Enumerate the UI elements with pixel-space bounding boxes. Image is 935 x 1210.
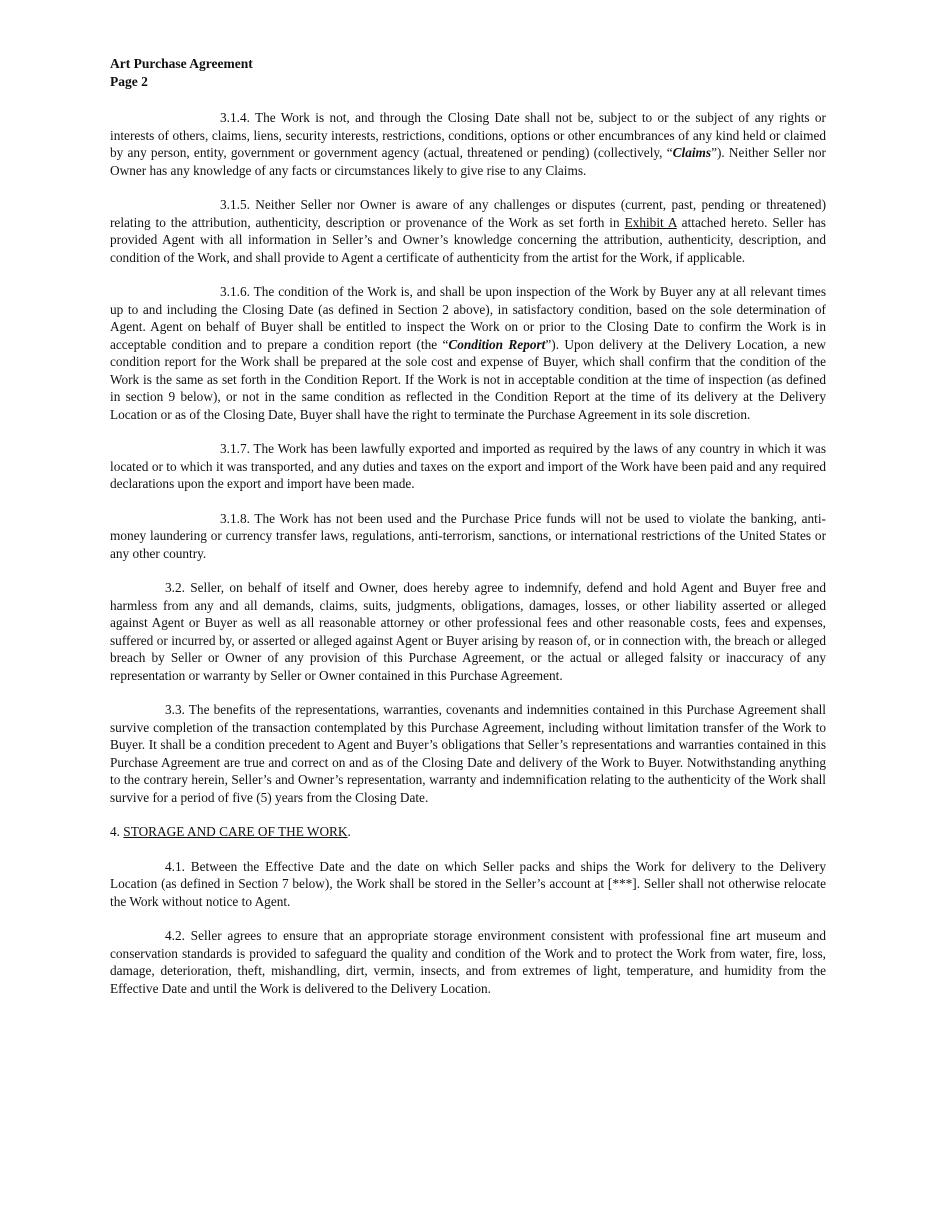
- clause-3-1-5: [110, 196, 826, 266]
- clause-3-1-4-text-a: 3.1.4. The Work is not, and through the Closing Date shall not be, subject to or the subject of any rights or interests of others, claims, liens, security interests, restrictions, conditions, options or other encumbrances of any kind held or claimed by any person, entity, government or government agency (actual, threatened or pending) (collectively, “: [110, 110, 826, 160]
- clause-3-1-5-text-a: 3.1.5. Neither Seller nor Owner is aware of any challenges or disputes (current, past, pending or threatened) relating to the attribution, authenticity, description or provenance of the Work as set forth in: [110, 197, 826, 230]
- section-4-heading: [110, 823, 826, 841]
- section-4-period: .: [347, 824, 351, 839]
- clause-3-1-6-text-a: 3.1.6. The condition of the Work is, and shall be upon inspection of the Work by Buyer any at all relevant times up to and including the Closing Date (as defined in Section 2 above), in satisfactory condition, based on the sole determination of Agent. Agent on behalf of Buyer shall be entitled to inspect the Work on or prior to the Closing Date to confirm the Work is in acceptable condition and to prepare a condition report (the “: [110, 284, 826, 352]
- clause-3-1-7: 3.1.7. The Work has been lawfully exported and imported as required by the laws of any country in which it was located or to which it was transported, and any duties and taxes on the export and import of the Work have been paid and any required declarations upon the export and import have been made.: [110, 441, 826, 491]
- section-4-number: 4.: [110, 824, 124, 839]
- clause-3-2: 3.2. Seller, on behalf of itself and Owner, does hereby agree to indemnify, defend and hold Agent and Buyer free and harmless from any and all demands, claims, suits, judgments, obligations, damages, losses, or other liability asserted or alleged against Agent or Buyer as well as all reasonable attorney or other professional fees and other reasonable costs, fees and expenses, suffered or incurred by, or asserted or alleged against Agent or Buyer arising by reason of, or in connection with, the breach or alleged breach by Seller or Owner of any provision of this Purchase Agreement, or the actual or alleged falsity or inaccuracy of any representation or warranty by Seller or Owner contained in this Purchase Agreement.: [110, 580, 826, 683]
- document-page: [110, 55, 826, 997]
- clause-3-1-4-text-b: ”). Neither Seller nor Owner has any knowledge of any facts or circumstances likely to give rise to any Claims.: [110, 145, 826, 178]
- clause-3-1-8: 3.1.8. The Work has not been used and the Purchase Price funds will not be used to violate the banking, anti-money laundering or currency transfer laws, regulations, anti-terrorism, sanctions, or international restrictions of the United States or any other country.: [110, 510, 826, 561]
- exhibit-a-reference: Exhibit A: [624, 214, 677, 230]
- clause-3-1-4: [110, 109, 826, 179]
- clause-3-1-6: [110, 283, 826, 423]
- clause-3-3: 3.3. The benefits of the representations, warranties, covenants and indemnities contained in this Purchase Agreement shall survive completion of the transaction contemplated by this Purchase Agreement, including without limitation transfer of the Work to Buyer. It shall be a condition precedent to Agent and Buyer’s obligations that Seller’s representations and warranties contained in this Purchase Agreement are true and correct on and as of the Closing Date and delivery of the Work to Buyer. Notwithstanding anything to the contrary herein, Seller’s and Owner’s representation, warranty and indemnification relating to the authenticity of the Work shall survive for a period of five (5) years from the Closing Date.: [110, 702, 826, 805]
- defined-term-condition-report: Condition Report: [448, 336, 546, 352]
- clause-3-1-5-text-b: attached hereto. Seller has provided Agent with all information in Seller’s and Owner’s knowledge concerning the attribution, authenticity, description, and condition of the Work, and shall provide to Agent a certificate of authenticity from the artist for the Work, if applicable.: [110, 214, 826, 265]
- defined-term-claims: Claims: [672, 145, 712, 160]
- document-title: Art Purchase Agreement: [110, 56, 253, 71]
- section-4-title: STORAGE AND CARE OF THE WORK: [123, 824, 348, 839]
- page-number: Page 2: [110, 74, 148, 89]
- clause-3-1-6-text-b: ”). Upon delivery at the Delivery Location, a new condition report for the Work shall be prepared at the sole cost and expense of Buyer, which shall confirm that the condition of the Work is the same as set forth in the Condition Report. If the Work is not in acceptable condition at the time of inspection (as defined in section 9 below), or not in the same condition as reflected in the Condition Report at the time of its delivery at the Delivery Location or as of the Closing Date, Buyer shall have the right to terminate the Purchase Agreement in its sole discretion.: [110, 336, 826, 422]
- clause-4-1: 4.1. Between the Effective Date and the date on which Seller packs and ships the Work for delivery to the Delivery Location (as defined in Section 7 below), the Work shall be stored in the Seller’s account at [***]. Seller shall not otherwise relocate the Work without notice to Agent.: [110, 858, 826, 909]
- clause-4-2: 4.2. Seller agrees to ensure that an appropriate storage environment consistent with professional fine art museum and conservation standards is provided to safeguard the quality and condition of the Work and to protect the Work from water, fire, loss, damage, deterioration, theft, mishandling, dirt, vermin, insects, and from extremes of light, temperature, and humidity from the Effective Date and until the Work is delivered to the Delivery Location.: [110, 928, 826, 996]
